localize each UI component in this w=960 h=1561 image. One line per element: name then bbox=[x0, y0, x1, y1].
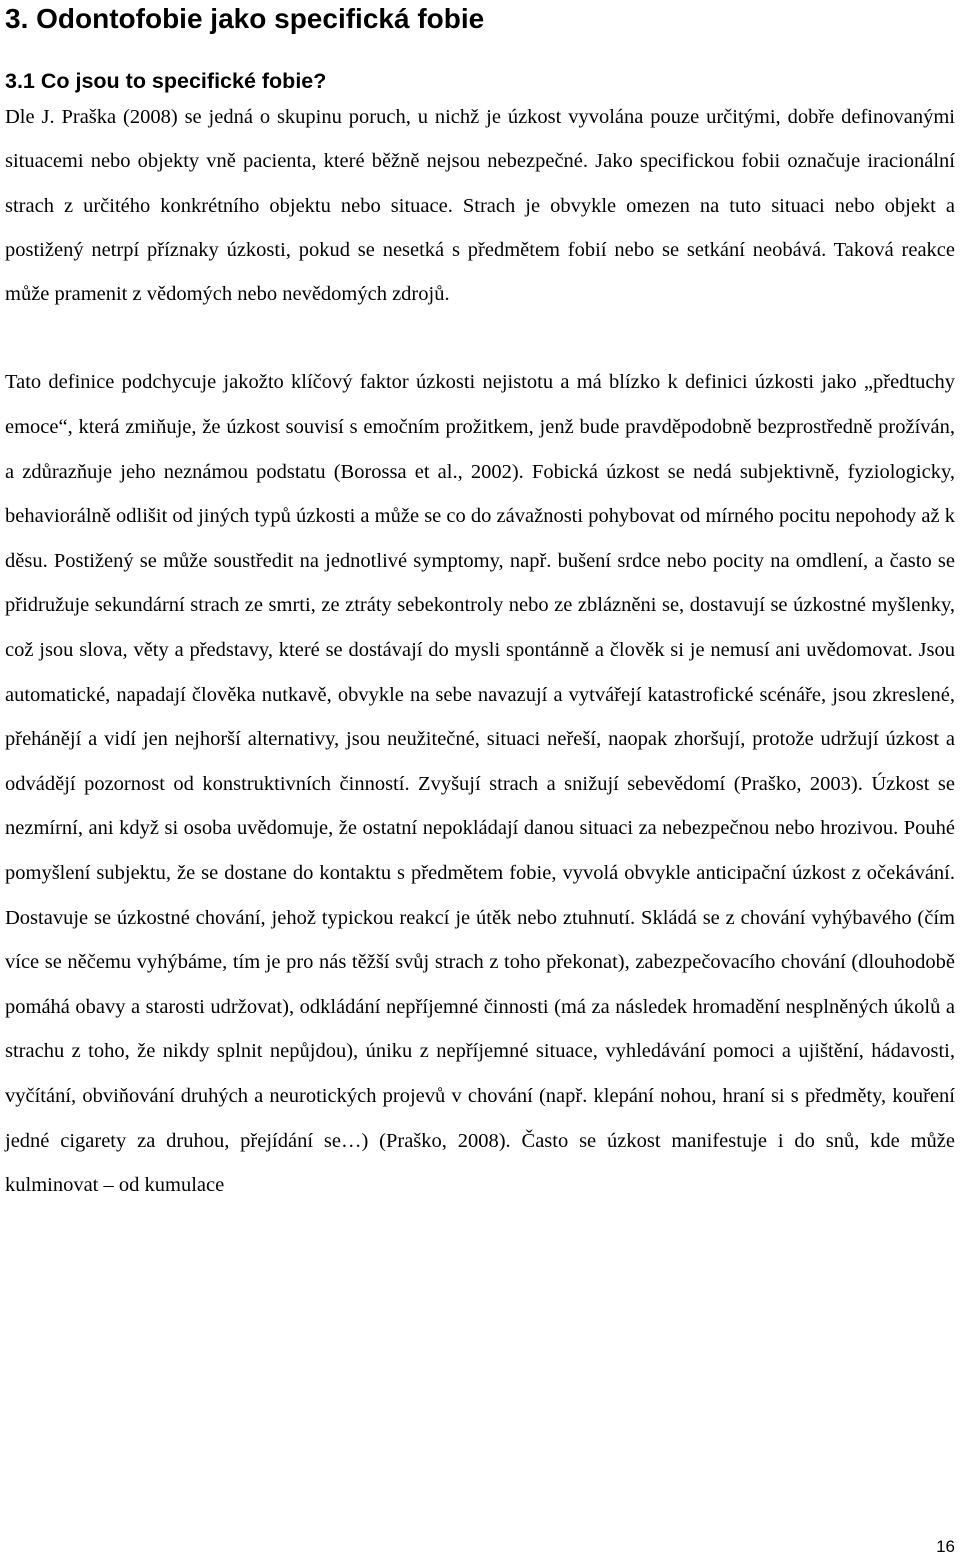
section-heading: 3.1 Co jsou to specifické fobie? bbox=[5, 69, 327, 93]
paragraph: Tato definice podchycuje jakožto klíčový faktor úzkosti nejistotu a má blízko k definici úzkosti jako „předtuchy emoce“, která zmiňuje, že úzkost souvisí s emočním prožitkem, jenž bude pravděpodobně bezprostředně prožíván, a zdůrazňuje jeho neznámou podstatu (Borossa et al., 2002). Fobická úzkost se nedá subjektivně, fyziologicky, behaviorálně odlišit od jiných typů úzkosti a může se co do závažnosti pohybovat od mírného pocitu nepohody až k děsu. Postižený se může soustředit na jednotlivé symptomy, např. bušení srdce nebo pocity na omdlení, a často se přidružuje sekundární strach ze smrti, ze ztráty sebekontroly nebo ze zblázněni se, dostavují se úzkostné myšlenky, což jsou slova, věty a představy, které se dostávají do mysli spontánně a člověk si je nemusí ani uvědomovat. Jsou automatické, napadají člověka nutkavě, obvykle na sebe navazují a vytvářejí katastrofické scénáře, jsou zkreslené, přehánějí a vidí jen nejhorší alternativy, jsou neužitečné, situaci neřeší, naopak zhoršují, protože udržují úzkost a odvádějí pozornost od konstruktivních činností. Zvyšují strach a snižují sebevědomí (Praško, 2003). Úzkost se nezmírní, ani když si osoba uvědomuje, že ostatní nepokládají danou situaci za nebezpečnou nebo hrozivou. Pouhé pomyšlení subjektu, že se dostane do kontaktu s předmětem fobie, vyvolá obvykle anticipační úzkost z očekávání. Dostavuje se úzkostné chování, jehož typickou reakcí je útěk nebo ztuhnutí. Skládá se z chování vyhýbavého (čím více se něčemu vyhýbáme, tím je pro nás těžší svůj strach z toho překonat), zabezpečovacího chování (dlouhodobě pomáhá obavy a starosti udržovat), odkládání nepříjemné činnosti (má za následek hromadění nesplněných úkolů a strachu z toho, že nikdy splnit nepůjdou), úniku z nepříjemné situace, vyhledávání pomoci a ujištění, hádavosti, vyčítání, obviňování druhých a neurotických projevů v chování (např. klepání nohou, hraní si s předměty, kouření jedné cigarety za druhou, přejídání se…) (Praško, 2008). Často se úzkost manifestuje i do snů, kde může kulminovat – od kumulace bbox=[5, 371, 955, 1197]
paragraph: Dle J. Praška (2008) se jedná o skupinu poruch, u nichž je úzkost vyvolána pouze určitými, dobře definovanými situacemi nebo objekty vně pacienta, které běžně nejsou nebezpečné. Jako specifickou fobii označuje iracionální strach z určitého konkrétního objektu nebo situace. Strach je obvykle omezen na tuto situaci nebo objekt a postižený netrpí příznaky úzkosti, pokud se nesetká s předmětem fobií nebo se setkání neobává. Taková reakce může pramenit z vědomých nebo nevědomých zdrojů. bbox=[5, 106, 955, 306]
document-page bbox=[5, 0, 955, 1208]
chapter-heading: 3. Odontofobie jako specifická fobie bbox=[5, 3, 485, 34]
page-number: 16 bbox=[936, 1537, 955, 1556]
